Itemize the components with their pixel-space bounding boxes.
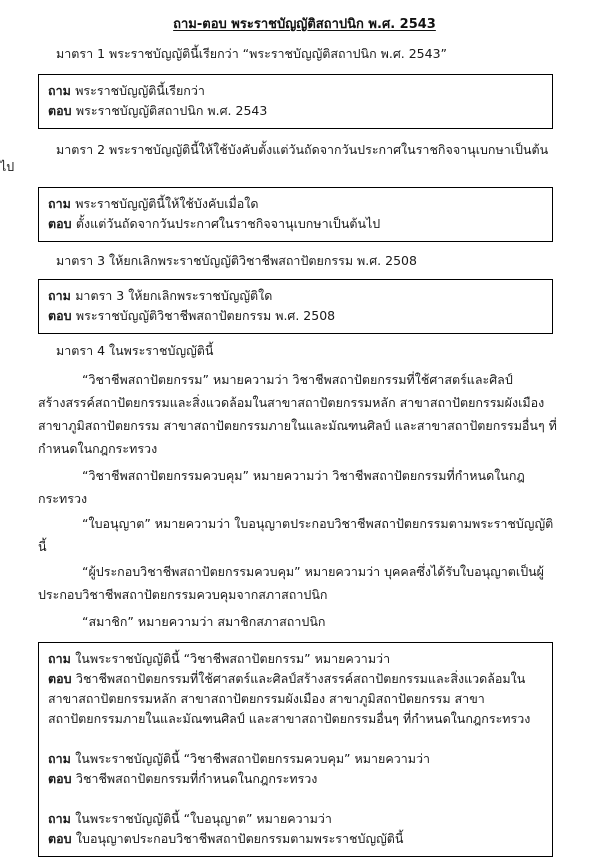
qa-box-2 bbox=[38, 187, 553, 242]
qa-box-2-question bbox=[48, 194, 543, 214]
answer-label: ตอบ bbox=[48, 831, 76, 846]
qa-box-3-question bbox=[48, 286, 543, 306]
answer-text: ใบอนุญาตประกอบวิชาชีพสถาปัตยกรรมตามพระราชบัญญัตินี้ bbox=[75, 831, 404, 846]
question-label: ถาม bbox=[48, 83, 76, 98]
qa-box-1 bbox=[38, 74, 553, 129]
question-label: ถาม bbox=[48, 196, 76, 211]
page-title: ถาม-ตอบ พระราชบัญญัติสถาปนิก พ.ศ. 2543 bbox=[173, 17, 436, 32]
question-text: ในพระราชบัญญัตินี้ “วิชาชีพสถาปัตยกรรม” หมายความว่า bbox=[75, 651, 391, 666]
definition-ผู้ประกอบวิชาชีพสถาปัตยกรรมควบคุม: “ผู้ประกอบวิชาชีพสถาปัตยกรรมควบคุม” หมายความว่า บุคคลซึ่งได้รับใบอนุญาตเป็นผู้ประกอบวิชาชีพสถาปัตยกรรมควบคุมจากสภาสถาปนิก bbox=[38, 564, 544, 602]
answer-label: ตอบ bbox=[48, 771, 76, 786]
question-label: ถาม bbox=[48, 751, 76, 766]
answer-label: ตอบ bbox=[48, 671, 76, 686]
question-text: มาตรา 3 ให้ยกเลิกพระราชบัญญัติใด bbox=[75, 288, 273, 303]
qa-box-4 bbox=[38, 642, 553, 857]
definition-สมาชิก: “สมาชิก” หมายความว่า สมาชิกสภาสถาปนิก bbox=[82, 614, 326, 629]
section-1-text: มาตรา 1 พระราชบัญญัตินี้เรียกว่า “พระราชบัญญัติสถาปนิก พ.ศ. 2543” bbox=[56, 46, 448, 61]
question-label: ถาม bbox=[48, 651, 76, 666]
definition-วิชาชีพสถาปัตยกรรม: “วิชาชีพสถาปัตยกรรม” หมายความว่า วิชาชีพสถาปัตยกรรมที่ใช้ศาสตร์และศิลป์สร้างสรรค์สถาปัตยกรรมและสิ่งแวดล้อมในสาขาสถาปัตยกรรมหลัก สาขาสถาปัตยกรรมผังเมือง สาขาภูมิสถาปัตยกรรม สาขาสถาปัตยกรรมภายในและมัณฑนศิลป์ และสาขาสถาปัตยกรรมอื่นๆ ที่กำหนดในกฎกระทรวง bbox=[38, 372, 557, 456]
qa-box-4-entry-2-question bbox=[48, 749, 543, 769]
definition-ใบอนุญาต: “ใบอนุญาต” หมายความว่า ใบอนุญาตประกอบวิชาชีพสถาปัตยกรรมตามพระราชบัญญัตินี้ bbox=[38, 516, 554, 554]
answer-label: ตอบ bbox=[48, 216, 76, 231]
qa-entry-divider bbox=[48, 789, 543, 809]
qa-box-4-entry-2-answer bbox=[48, 769, 543, 789]
question-label: ถาม bbox=[48, 811, 76, 826]
qa-entry-divider bbox=[48, 729, 543, 749]
answer-text: พระราชบัญญัติสถาปนิก พ.ศ. 2543 bbox=[75, 103, 268, 118]
answer-text: วิชาชีพสถาปัตยกรรมที่กำหนดในกฎกระทรวง bbox=[75, 771, 318, 786]
qa-box-1-answer bbox=[48, 101, 543, 121]
qa-box-1-question bbox=[48, 81, 543, 101]
section-4-text: มาตรา 4 ในพระราชบัญญัตินี้ bbox=[56, 343, 214, 358]
answer-text: วิชาชีพสถาปัตยกรรมที่ใช้ศาสตร์และศิลป์สร้างสรรค์สถาปัตยกรรมและสิ่งแวดล้อมในสาขาสถาปัตยกรรมหลัก สาขาสถาปัตยกรรมผังเมือง สาขาภูมิสถาปัตยกรรม สาขาสถาปัตยกรรมภายในและมัณฑนศิลป์ และสาขาสถาปัตยกรรมอื่นๆ ที่กำหนดในกฎกระทรวง bbox=[48, 671, 531, 726]
definition-วิชาชีพสถาปัตยกรรมควบคุม: “วิชาชีพสถาปัตยกรรมควบคุม” หมายความว่า วิชาชีพสถาปัตยกรรมที่กำหนดในกฎกระทรวง bbox=[38, 468, 525, 506]
question-label: ถาม bbox=[48, 288, 76, 303]
qa-box-3 bbox=[38, 279, 553, 334]
question-text: พระราชบัญญัตินี้ให้ใช้บังคับเมื่อใด bbox=[75, 196, 259, 211]
qa-box-3-answer bbox=[48, 306, 543, 326]
question-text: พระราชบัญญัตินี้เรียกว่า bbox=[75, 83, 205, 98]
answer-text: พระราชบัญญัติวิชาชีพสถาปัตยกรรม พ.ศ. 2508 bbox=[75, 308, 336, 323]
qa-box-2-answer bbox=[48, 214, 543, 234]
question-text: ในพระราชบัญญัตินี้ “วิชาชีพสถาปัตยกรรมควบคุม” หมายความว่า bbox=[75, 751, 431, 766]
qa-box-4-entry-3-answer bbox=[48, 829, 543, 849]
qa-box-4-entry-1-answer bbox=[48, 669, 543, 729]
section-2-text: มาตรา 2 พระราชบัญญัตินี้ให้ใช้บังคับตั้งแต่วันถัดจากวันประกาศในราชกิจจานุเบกษาเป็นต้นไป bbox=[0, 142, 549, 174]
qa-box-4-entry-1-question bbox=[48, 649, 543, 669]
answer-text: ตั้งแต่วันถัดจากวันประกาศในราชกิจจานุเบกษาเป็นต้นไป bbox=[75, 216, 381, 231]
qa-box-4-entry-3-question bbox=[48, 809, 543, 829]
section-3-text: มาตรา 3 ให้ยกเลิกพระราชบัญญัติวิชาชีพสถาปัตยกรรม พ.ศ. 2508 bbox=[56, 253, 417, 268]
answer-label: ตอบ bbox=[48, 308, 76, 323]
answer-label: ตอบ bbox=[48, 103, 76, 118]
question-text: ในพระราชบัญญัตินี้ “ใบอนุญาต” หมายความว่า bbox=[75, 811, 332, 826]
